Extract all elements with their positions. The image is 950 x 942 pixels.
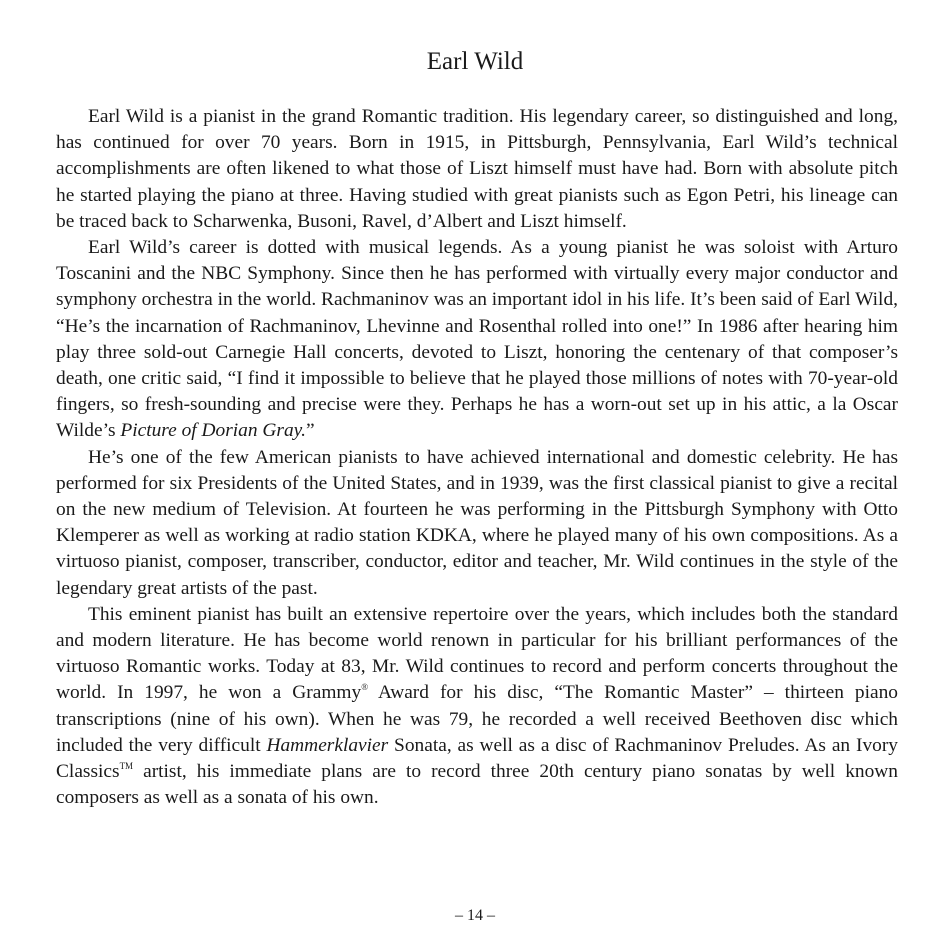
paragraph-3: [56, 445, 898, 602]
trademark-mark: TM: [119, 761, 134, 772]
closing-quote: ”: [306, 420, 315, 442]
paragraph-4-text-b: Award for his disc, “The Romantic Master” – thirteen piano transcriptions (nine of his own). When he was 79, he recorded a well received Beethoven disc which included the very difficult: [56, 682, 899, 756]
paragraph-4-text-d: artist, his immediate plans are to record three 20th century piano sonatas by well known composers as well as a sonata of his own.: [56, 761, 898, 809]
paragraph-1: [56, 104, 898, 235]
paragraph-2: [56, 235, 898, 445]
article-body: [56, 104, 898, 811]
registered-mark: ®: [361, 682, 369, 693]
paragraph-3-text: He’s one of the few American pianists to have achieved international and domestic celebrity. He has performed for six Presidents of the United States, and in 1939, was the first classical pianist to give a recital on the new medium of Television. At fourteen he was performing in the Pittsburgh Symphony with Otto Klemperer as well as working at radio station KDKA, where he played many of his own compositions. As a virtuoso pianist, composer, transcriber, conductor, editor and teacher, Mr. Wild continues in the style of the legendary great artists of the past.: [56, 446, 898, 599]
paragraph-2-text: Earl Wild’s career is dotted with musical legends. As a young pianist he was soloist with Arturo Toscanini and the NBC Symphony. Since then he has performed with virtually every major conductor and symphony orchestra in the world. Rachmaninov was an important idol in his life. It’s been said of Earl Wild, “He’s the incarnation of Rachmaninov, Lhevinne and Rosenthal rolled into one!” In 1986 after hearing him play three sold-out Carnegie Hall concerts, devoted to Liszt, honoring the centenary of that composer’s death, one critic said, “I find it impossible to believe that he played those millions of notes with 70-year-old fingers, so fresh-sounding and precise were they. Perhaps he has a worn-out set up in his attic, a la Oscar Wilde’s: [56, 237, 898, 442]
page-number: – 14 –: [455, 907, 495, 924]
paragraph-4: [56, 602, 898, 812]
paragraph-4-text-c: Sonata, as well as a disc of Rachmaninov Preludes. As an Ivory Classics: [56, 734, 898, 783]
paragraph-4-text-a: This eminent pianist has built an extensive repertoire over the years, which includes both the standard and modern literature. He has become world renown in particular for his brilliant performances of the virtuoso Romantic works. Today at 83, Mr. Wild continues to record and perform concerts throughout the world. In 1997, he won a Grammy: [56, 603, 898, 704]
sonata-title-hammerklavier: Hammerklavier: [266, 734, 389, 756]
book-title-dorian-gray: Picture of Dorian Gray.: [120, 420, 307, 442]
paragraph-1-text: Earl Wild is a pianist in the grand Romantic tradition. His legendary career, so distinguished and long, has continued for over 70 years. Born in 1915, in Pittsburgh, Pennsylvania, Earl Wild’s technical accomplishments are often likened to what those of Liszt himself must have had. Born with absolute pitch he started playing the piano at three. Having studied with great pianists such as Egon Petri, his lineage can be traced back to Scharwenka, Busoni, Ravel, d’Albert and Liszt himself.: [56, 106, 898, 232]
page-title: Earl Wild: [426, 48, 524, 75]
